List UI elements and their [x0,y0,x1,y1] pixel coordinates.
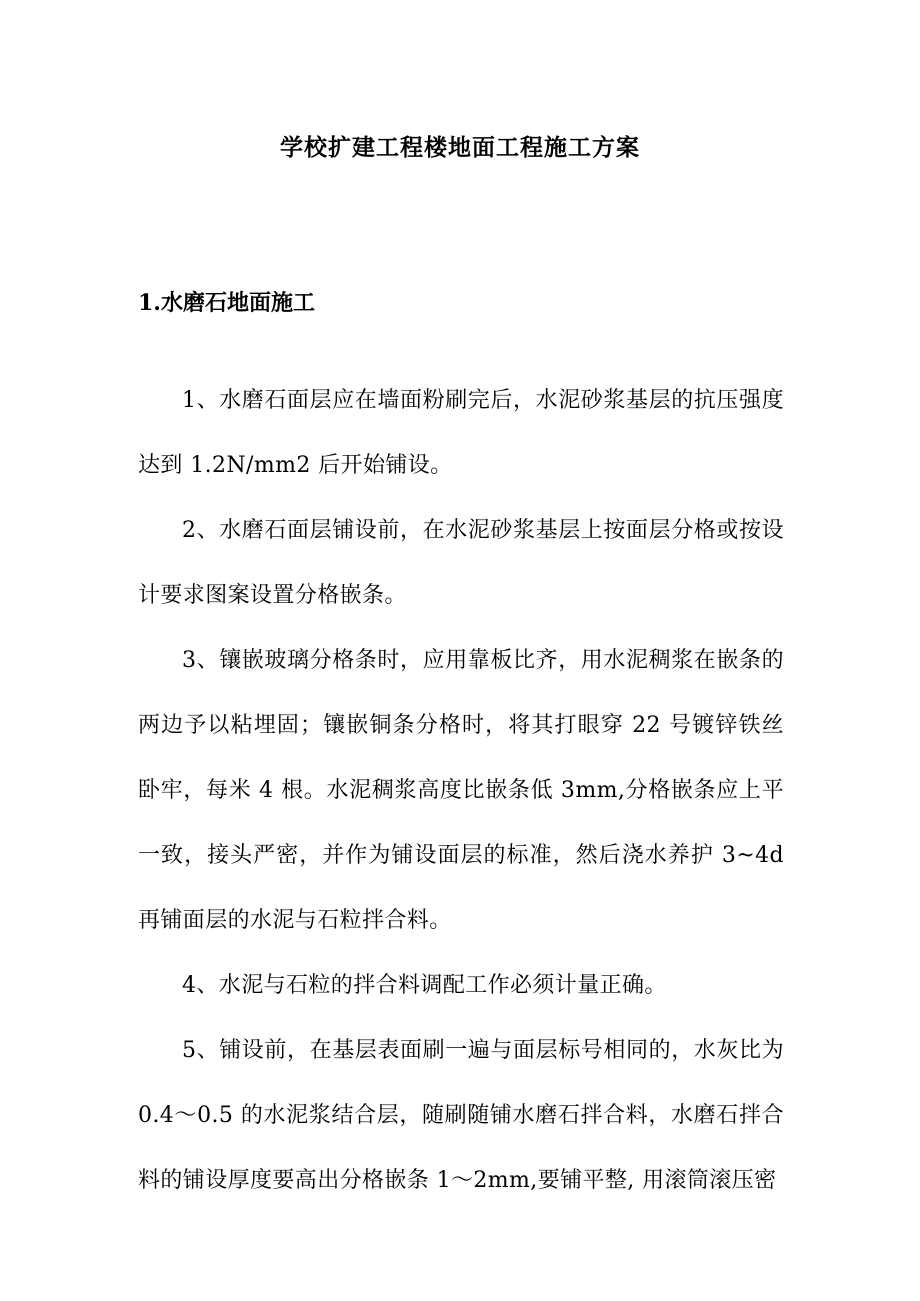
paragraph-4: 4、水泥与石粒的拌合料调配工作必须计量正确。 [182,973,667,998]
paragraph-2: 2、水磨石面层铺设前，在水泥砂浆基层上按面层分格或按设计要求图案设置分格嵌条。 [138,518,784,608]
paragraph-1: 1、水磨石面层应在墙面粉刷完后，水泥砂浆基层的抗压强度达到 1.2N/mm2 后开始铺设。 [138,388,784,478]
paragraph-3: 3、镶嵌玻璃分格条时，应用靠板比齐，用水泥稠浆在嵌条的两边予以粘埋固；镶嵌铜条分格时，将其打眼穿 22 号镀锌铁丝卧牢，每米 4 根。水泥稠浆高度比嵌条低 3mm,分格嵌条应上平一致，接头严密，并作为铺设面层的标准，然后浇水养护 3~4d 再铺面层的水泥与石粒拌合料。 [138,648,784,933]
paragraph-5: 5、铺设前，在基层表面刷一遍与面层标号相同的，水灰比为 0.4～0.5 的水泥浆结合层，随刷随铺水磨石拌合料，水磨石拌合料的铺设厚度要高出分格嵌条 1～2mm,要铺平整, 用滚筒滚压密 [138,1038,784,1193]
document-body [138,368,784,1213]
section-heading: 1.水磨石地面施工 [138,290,315,316]
document-title: 学校扩建工程楼地面工程施工方案 [280,134,640,161]
